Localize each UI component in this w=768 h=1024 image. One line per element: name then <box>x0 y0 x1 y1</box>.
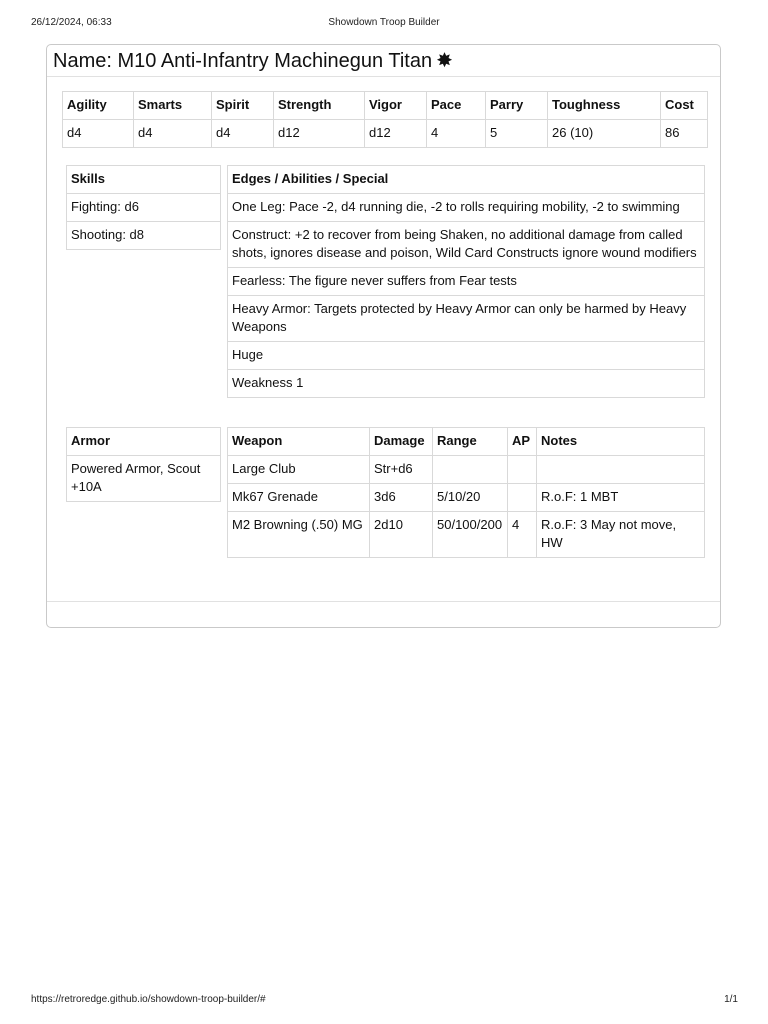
stat-strength: d12 <box>274 120 365 148</box>
skills-table <box>66 165 221 250</box>
edge-item: One Leg: Pace -2, d4 running die, -2 to rolls requiring mobility, -2 to swimming <box>228 194 705 222</box>
stat-header-toughness: Toughness <box>548 92 661 120</box>
weapon-name: M2 Browning (.50) MG <box>228 512 370 558</box>
stat-spirit: d4 <box>212 120 274 148</box>
weapon-ap <box>508 456 537 484</box>
weapon-damage: Str+d6 <box>370 456 433 484</box>
weapon-header-ap: AP <box>508 428 537 456</box>
stats-value-row <box>63 120 708 148</box>
weapon-range: 5/10/20 <box>433 484 508 512</box>
edges-header: Edges / Abilities / Special <box>228 166 705 194</box>
print-page-count: 1/1 <box>724 994 738 1005</box>
edge-item: Weakness 1 <box>228 370 705 398</box>
weapon-damage: 3d6 <box>370 484 433 512</box>
weapon-header-damage: Damage <box>370 428 433 456</box>
weapon-name: Mk67 Grenade <box>228 484 370 512</box>
weapon-ap <box>508 484 537 512</box>
stat-cost: 86 <box>661 120 708 148</box>
weapons-table <box>227 427 705 558</box>
weapon-row <box>228 456 705 484</box>
skill-item: Shooting: d8 <box>67 222 221 250</box>
stats-table <box>62 91 708 148</box>
print-date: 26/12/2024, 06:33 <box>31 17 112 28</box>
troop-name: Name: M10 Anti-Infantry Machinegun Titan <box>53 50 433 72</box>
armor-header: Armor <box>67 428 221 456</box>
weapon-damage: 2d10 <box>370 512 433 558</box>
weapon-row <box>228 484 705 512</box>
edge-item: Heavy Armor: Targets protected by Heavy Armor can only be harmed by Heavy Weapons <box>228 296 705 342</box>
stat-smarts: d4 <box>134 120 212 148</box>
weapon-range: 50/100/200 <box>433 512 508 558</box>
edges-table <box>227 165 705 398</box>
stat-header-parry: Parry <box>486 92 548 120</box>
weapon-row <box>228 512 705 558</box>
stat-toughness: 26 (10) <box>548 120 661 148</box>
edge-item: Construct: +2 to recover from being Shaken, no additional damage from called shots, ignores disease and poison, Wild Card Constructs ignore wound modifiers <box>228 222 705 268</box>
edge-item: Fearless: The figure never suffers from Fear tests <box>228 268 705 296</box>
stat-header-vigor: Vigor <box>365 92 427 120</box>
weapon-range <box>433 456 508 484</box>
stat-header-smarts: Smarts <box>134 92 212 120</box>
wildcard-icon: ✸ <box>436 50 453 72</box>
weapon-name: Large Club <box>228 456 370 484</box>
stat-header-spirit: Spirit <box>212 92 274 120</box>
armor-item: Powered Armor, Scout +10A <box>67 456 221 502</box>
weapons-header-row <box>228 428 705 456</box>
weapon-notes <box>537 456 705 484</box>
stat-agility: d4 <box>63 120 134 148</box>
card-header <box>47 45 720 77</box>
edge-item: Huge <box>228 342 705 370</box>
print-header <box>0 17 768 31</box>
stat-header-agility: Agility <box>63 92 134 120</box>
card-footer <box>47 601 720 629</box>
weapon-header-name: Weapon <box>228 428 370 456</box>
skills-header: Skills <box>67 166 221 194</box>
print-url: https://retroredge.github.io/showdown-troop-builder/# <box>31 994 266 1005</box>
print-title: Showdown Troop Builder <box>328 17 440 28</box>
stat-header-strength: Strength <box>274 92 365 120</box>
weapon-header-notes: Notes <box>537 428 705 456</box>
weapon-header-range: Range <box>433 428 508 456</box>
weapon-ap: 4 <box>508 512 537 558</box>
stat-pace: 4 <box>427 120 486 148</box>
stat-vigor: d12 <box>365 120 427 148</box>
weapon-notes: R.o.F: 1 MBT <box>537 484 705 512</box>
skill-item: Fighting: d6 <box>67 194 221 222</box>
stat-header-cost: Cost <box>661 92 708 120</box>
stat-header-pace: Pace <box>427 92 486 120</box>
troop-card <box>46 44 721 628</box>
weapon-notes: R.o.F: 3 May not move, HW <box>537 512 705 558</box>
stat-parry: 5 <box>486 120 548 148</box>
stats-header-row <box>63 92 708 120</box>
armor-table <box>66 427 221 502</box>
